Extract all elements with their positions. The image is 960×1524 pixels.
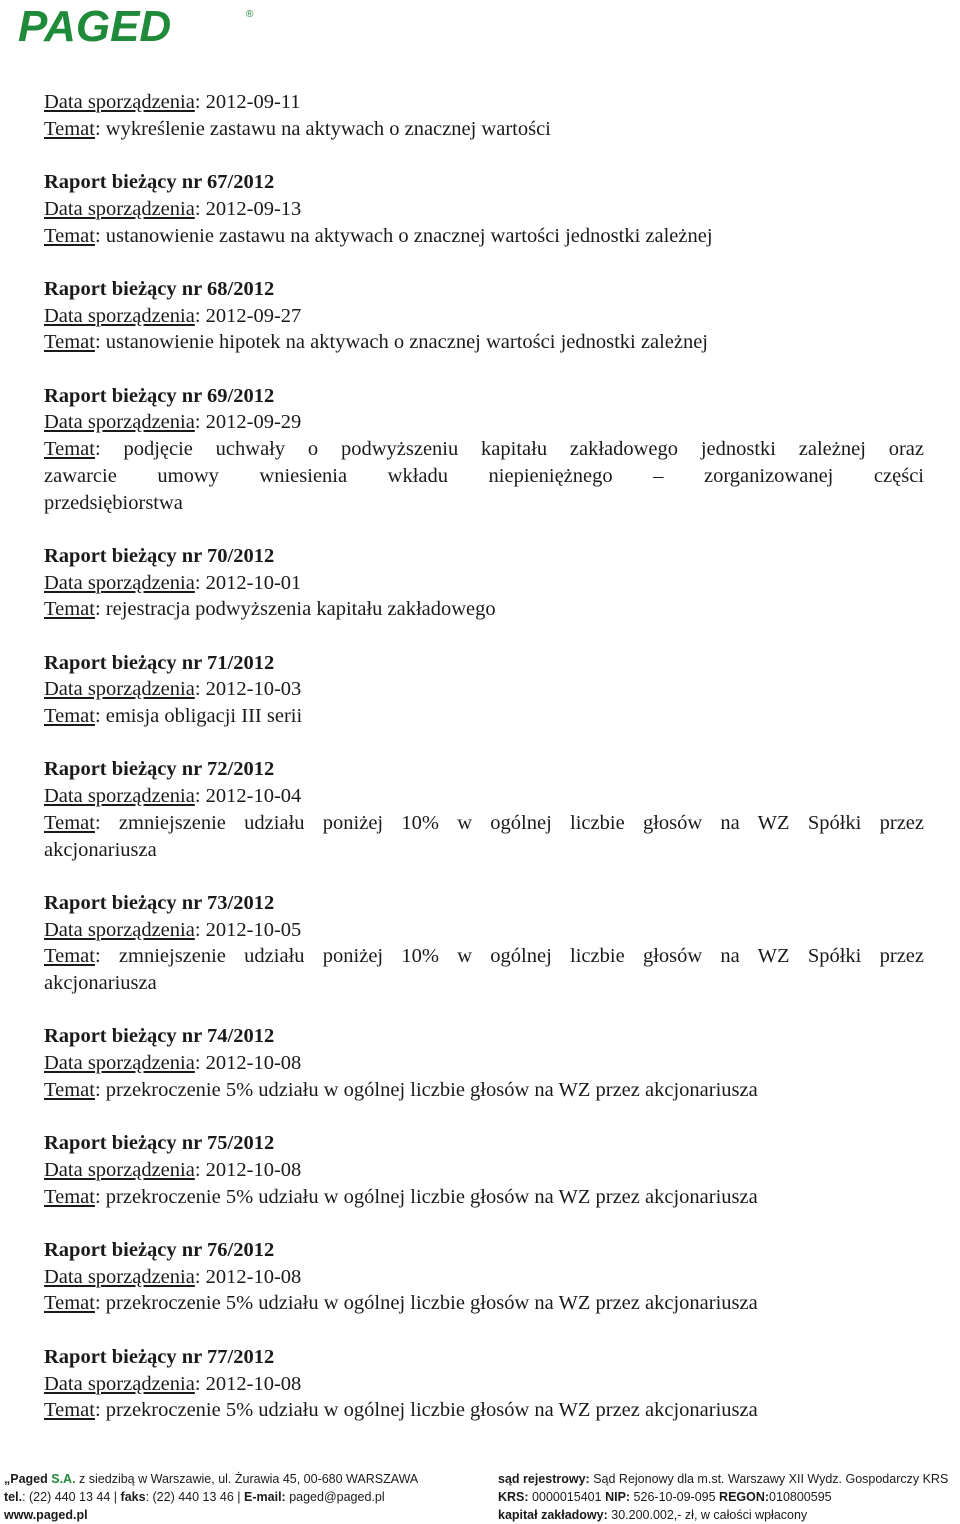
date-value: 2012-09-29: [205, 411, 302, 434]
date-value: 2012-10-08: [205, 1372, 302, 1395]
report-list: [44, 89, 924, 1451]
date-label: Data sporządzenia: [44, 1265, 195, 1288]
date-label: Data sporządzenia: [44, 678, 195, 701]
topic-label: Temat: [44, 945, 95, 968]
report-title: Raport bieżący nr 69/2012: [44, 384, 275, 407]
date-line: Data sporządzenia: 2012-10-08: [44, 1158, 302, 1181]
report-entry: [44, 650, 924, 730]
footer-contact-line: tel.: (22) 440 13 44 | faks: (22) 440 13 46 | E-mail: paged@paged.pl: [4, 1490, 385, 1504]
page-footer: [0, 1466, 960, 1522]
topic-line: Temat: ustanowienie hipotek na aktywach o znacznej wartości jednostki zależnej: [44, 331, 709, 354]
footer-website-link[interactable]: www.paged.pl: [4, 1508, 88, 1522]
date-value: 2012-10-01: [205, 571, 302, 594]
topic-value-1: podjęcie uchwały o podwyższeniu kapitału zakładowego jednostki zależnej oraz: [123, 438, 924, 461]
topic-value: przekroczenie 5% udziału w ogólnej liczbie głosów na WZ przez akcjonariusza: [105, 1185, 758, 1208]
date-value: 2012-10-03: [205, 678, 302, 701]
report-title: Raport bieżący nr 74/2012: [44, 1025, 275, 1048]
topic-line: Temat: zmniejszenie udziału poniżej 10% w ogólnej liczbie głosów na WZ Spółki przez: [44, 945, 924, 968]
report-entry: [44, 1130, 924, 1210]
topic-line: Temat: przekroczenie 5% udziału w ogólnej liczbie głosów na WZ przez akcjonariusza: [44, 1185, 758, 1208]
topic-value-1: zmniejszenie udziału poniżej 10% w ogólnej liczbie głosów na WZ Spółki przez: [118, 811, 924, 834]
date-line: Data sporządzenia: 2012-09-13: [44, 197, 302, 220]
date-value: 2012-10-05: [205, 918, 302, 941]
report-entry: [44, 756, 924, 863]
date-value: 2012-10-08: [205, 1158, 302, 1181]
topic-line: Temat: ustanowienie zastawu na aktywach o znacznej wartości jednostki zależnej: [44, 224, 713, 247]
report-title: Raport bieżący nr 68/2012: [44, 277, 275, 300]
footer-email-link[interactable]: paged@paged.pl: [289, 1490, 385, 1504]
report-entry: [44, 276, 924, 356]
date-line: Data sporządzenia: 2012-10-04: [44, 785, 302, 808]
date-label: Data sporządzenia: [44, 1372, 195, 1395]
topic-label: Temat: [44, 117, 95, 140]
topic-line: Temat: przekroczenie 5% udziału w ogólnej liczbie głosów na WZ przez akcjonariusza: [44, 1399, 758, 1422]
footer-capital-line: kapitał zakładowy: 30.200.002,- zł, w całości wpłacony: [498, 1508, 808, 1522]
report-entry: [44, 383, 924, 517]
report-entry-first: [44, 89, 924, 142]
footer-ids-line: KRS: 0000015401 NIP: 526-10-09-095 REGON:010800595: [498, 1490, 832, 1504]
topic-continuation: zawarcie umowy wniesienia wkładu niepieniężnego – zorganizowanej części: [44, 464, 924, 487]
report-title: Raport bieżący nr 70/2012: [44, 544, 275, 567]
date-line: Data sporządzenia: 2012-10-03: [44, 678, 302, 701]
date-label: Data sporządzenia: [44, 571, 195, 594]
topic-value-1: zmniejszenie udziału poniżej 10% w ogólnej liczbie głosów na WZ Spółki przez: [118, 945, 924, 968]
topic-line: Temat: emisja obligacji III serii: [44, 705, 303, 728]
topic-value: emisja obligacji III serii: [105, 705, 303, 728]
topic-continuation: przedsiębiorstwa: [44, 491, 183, 514]
report-entry: [44, 890, 924, 997]
footer-registry-info: [498, 1470, 948, 1524]
topic-value: przekroczenie 5% udziału w ogólnej liczbie głosów na WZ przez akcjonariusza: [105, 1078, 758, 1101]
topic-line: Temat: przekroczenie 5% udziału w ogólnej liczbie głosów na WZ przez akcjonariusza: [44, 1292, 758, 1315]
report-entry: [44, 1237, 924, 1317]
topic-label: Temat: [44, 598, 95, 621]
topic-line: Temat: rejestracja podwyższenia kapitału zakładowego: [44, 598, 496, 621]
topic-label: Temat: [44, 224, 95, 247]
logo-text: PAGED: [18, 5, 172, 45]
date-line: Data sporządzenia: 2012-09-27: [44, 304, 302, 327]
report-title: Raport bieżący nr 75/2012: [44, 1132, 275, 1155]
topic-value: przekroczenie 5% udziału w ogólnej liczbie głosów na WZ przez akcjonariusza: [105, 1399, 758, 1422]
footer-court-line: sąd rejestrowy: Sąd Rejonowy dla m.st. Warszawy XII Wydz. Gospodarczy KRS: [498, 1472, 949, 1486]
topic-line: Temat: przekroczenie 5% udziału w ogólnej liczbie głosów na WZ przez akcjonariusza: [44, 1078, 758, 1101]
date-label: Data sporządzenia: [44, 197, 195, 220]
topic-value: wykreślenie zastawu na aktywach o znacznej wartości: [105, 117, 551, 140]
topic-line: Temat: zmniejszenie udziału poniżej 10% w ogólnej liczbie głosów na WZ Spółki przez: [44, 811, 924, 834]
date-label: Data sporządzenia: [44, 91, 195, 113]
report-title: Raport bieżący nr 77/2012: [44, 1345, 275, 1368]
logo-registered-mark: ®: [246, 9, 254, 20]
topic-value: ustanowienie hipotek na aktywach o znacznej wartości jednostki zależnej: [105, 331, 709, 354]
report-entry: [44, 169, 924, 249]
topic-label: Temat: [44, 1292, 95, 1315]
date-label: Data sporządzenia: [44, 1158, 195, 1181]
report-title: Raport bieżący nr 73/2012: [44, 891, 275, 914]
date-line: Data sporządzenia: 2012-10-08: [44, 1265, 302, 1288]
date-label: Data sporządzenia: [44, 785, 195, 808]
topic-continuation: akcjonariusza: [44, 972, 157, 995]
topic-label: Temat: [44, 438, 95, 461]
date-line: Data sporządzenia: 2012-10-08: [44, 1372, 302, 1395]
paged-logo: [18, 5, 258, 45]
date-value: 2012-09-11: [205, 91, 301, 113]
date-line: Data sporządzenia: 2012-10-01: [44, 571, 302, 594]
date-line: Data sporządzenia: 2012-10-08: [44, 1052, 302, 1075]
report-title: Raport bieżący nr 72/2012: [44, 758, 275, 781]
topic-label: Temat: [44, 331, 95, 354]
date-label: Data sporządzenia: [44, 1052, 195, 1075]
date-value: 2012-10-04: [205, 785, 302, 808]
topic-label: Temat: [44, 811, 95, 834]
footer-company-info: [4, 1470, 418, 1524]
topic-line: Temat: podjęcie uchwały o podwyższeniu kapitału zakładowego jednostki zależnej oraz: [44, 438, 924, 461]
date-label: Data sporządzenia: [44, 411, 195, 434]
date-value: 2012-10-08: [205, 1052, 302, 1075]
report-title: Raport bieżący nr 71/2012: [44, 651, 275, 674]
date-value: 2012-10-08: [205, 1265, 302, 1288]
topic-value: rejestracja podwyższenia kapitału zakładowego: [105, 598, 496, 621]
topic-line: Temat: wykreślenie zastawu na aktywach o znacznej wartości: [44, 117, 551, 140]
date-label: Data sporządzenia: [44, 304, 195, 327]
report-title: Raport bieżący nr 76/2012: [44, 1239, 275, 1262]
date-value: 2012-09-27: [205, 304, 302, 327]
topic-label: Temat: [44, 705, 95, 728]
date-line: Data sporządzenia: 2012-10-05: [44, 918, 302, 941]
date-line: Data sporządzenia: 2012-09-29: [44, 411, 302, 434]
date-label: Data sporządzenia: [44, 918, 195, 941]
report-title: Raport bieżący nr 67/2012: [44, 171, 275, 194]
date-line: Data sporządzenia: 2012-09-11: [44, 91, 301, 113]
topic-label: Temat: [44, 1399, 95, 1422]
footer-address-line: „Paged S.A. z siedzibą w Warszawie, ul. Żurawia 45, 00-680 WARSZAWA: [4, 1472, 419, 1486]
report-entry: [44, 543, 924, 623]
date-value: 2012-09-13: [205, 197, 302, 220]
report-entry: [44, 1023, 924, 1103]
report-entry: [44, 1344, 924, 1424]
topic-value: przekroczenie 5% udziału w ogólnej liczbie głosów na WZ przez akcjonariusza: [105, 1292, 758, 1315]
topic-continuation: akcjonariusza: [44, 838, 157, 861]
topic-value: ustanowienie zastawu na aktywach o znacznej wartości jednostki zależnej: [105, 224, 713, 247]
topic-label: Temat: [44, 1185, 95, 1208]
topic-label: Temat: [44, 1078, 95, 1101]
